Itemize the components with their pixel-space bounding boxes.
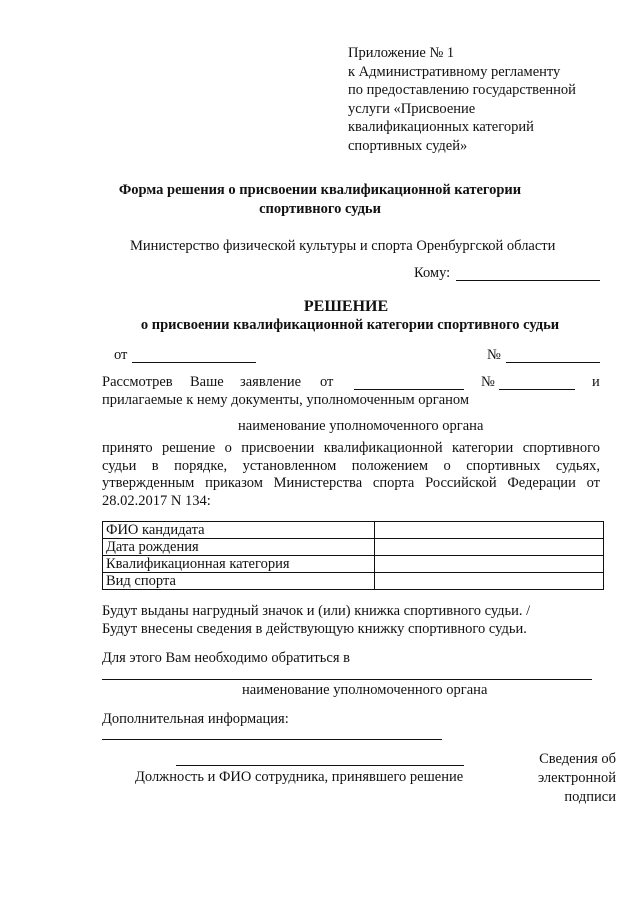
table-label: Вид спорта — [103, 573, 375, 590]
decision-paragraph: принято решение о присвоении квалификационной категории спортивного судьи в порядке, установленном положением о спортивных судьях, утвержденным приказом Министерства спорта Российской Федерации от 28.02.2017 N 134: — [102, 440, 600, 509]
date-label: от — [114, 347, 128, 363]
esign-line: подписи — [564, 789, 616, 805]
table-value[interactable] — [375, 539, 604, 556]
to-label: Кому: — [414, 265, 451, 281]
form-title-line1: Форма решения о присвоении квалификационной категории — [118, 182, 522, 198]
recipient-field[interactable] — [456, 280, 600, 281]
consideration-word: Рассмотрев — [102, 374, 173, 390]
application-date-field[interactable] — [354, 389, 464, 390]
form-title-line2: спортивного судьи — [259, 201, 381, 217]
appendix-line: квалификационных категорий — [348, 119, 534, 135]
consideration-word: заявление — [240, 374, 302, 390]
appendix-line: услуги «Присвоение — [348, 100, 476, 117]
signer-field[interactable] — [176, 765, 464, 766]
table-value[interactable] — [375, 522, 604, 539]
authority-name-field[interactable] — [102, 679, 592, 680]
consideration-line2: прилагаемые к нему документы, уполномоченным органом — [102, 392, 470, 408]
number-label: № — [487, 347, 501, 363]
authority-name-caption: наименование уполномоченного органа — [238, 418, 484, 434]
consideration-word: № — [481, 374, 495, 390]
decision-title: РЕШЕНИЕ — [303, 298, 389, 315]
ministry-name: Министерство физической культуры и спорта Оренбургской области — [130, 238, 556, 254]
consideration-word: от — [320, 374, 334, 390]
table-label: Квалификационная категория — [103, 556, 375, 573]
candidate-table — [102, 521, 604, 590]
signer-caption: Должность и ФИО сотрудника, принявшего решение — [135, 769, 464, 785]
esign-block — [520, 750, 616, 807]
additional-info-label: Дополнительная информация: — [102, 711, 289, 727]
table-row — [103, 573, 604, 590]
esign-line: электронной — [537, 770, 616, 786]
esign-line: Сведения об — [539, 751, 616, 767]
table-row — [103, 522, 604, 539]
decision-number-field[interactable] — [506, 362, 600, 363]
consideration-word: Ваше — [190, 374, 224, 390]
authority-name-caption: наименование уполномоченного органа — [242, 682, 488, 698]
application-number-field[interactable] — [499, 389, 575, 390]
issue-text-line1: Будут выданы нагрудный значок и (или) книжка спортивного судьи. / — [102, 603, 531, 619]
table-label: Дата рождения — [103, 539, 375, 556]
contact-text: Для этого Вам необходимо обратиться в — [102, 650, 350, 666]
decision-date-field[interactable] — [132, 362, 256, 363]
table-row — [103, 556, 604, 573]
table-value[interactable] — [375, 573, 604, 590]
table-row — [103, 539, 604, 556]
additional-info-field[interactable] — [102, 739, 442, 740]
decision-subtitle: о присвоении квалификационной категории спортивного судьи — [140, 317, 560, 333]
table-value[interactable] — [375, 556, 604, 573]
appendix-block — [348, 44, 576, 155]
appendix-line: спортивных судей» — [348, 137, 468, 154]
appendix-line: Приложение № 1 — [348, 45, 455, 61]
appendix-line: к Административному регламенту — [348, 63, 561, 80]
issue-text-line2: Будут внесены сведения в действующую книжку спортивного судьи. — [102, 621, 527, 637]
appendix-line: по предоставлению государственной — [348, 82, 576, 98]
table-label: ФИО кандидата — [103, 522, 375, 539]
consideration-word: и — [592, 374, 600, 390]
